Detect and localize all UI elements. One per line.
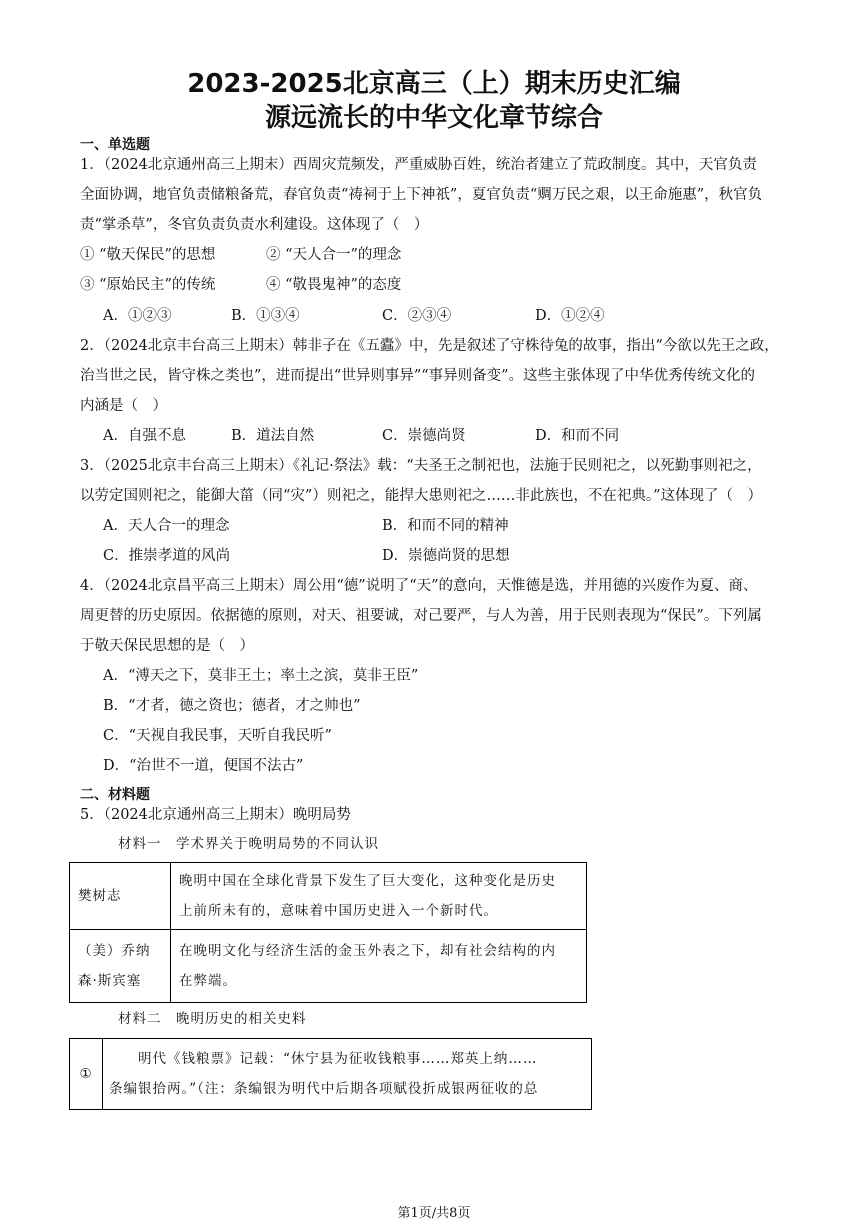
question-1-option-d: D．①②④ — [535, 308, 605, 324]
question-1-line: 责“掌杀草”，冬官负责负责水利建设。这体现了（ ） — [80, 217, 429, 233]
view-text-line: 在晚明文化与经济生活的金玉外表之下，却有社会结构的内 — [179, 943, 556, 959]
question-2-option-a: A．自强不息 — [103, 428, 186, 444]
question-1-item: ④ “敬畏鬼神”的态度 — [266, 277, 402, 293]
page-title-line-2: 源远流长的中华文化章节综合 — [264, 103, 603, 133]
page-title-line-1: 2023-2025北京高三（上）期末历史汇编 — [187, 69, 681, 99]
question-1-item: ③ “原始民主”的传统 — [80, 277, 216, 293]
question-2-line: 2．（2024北京丰台高三上期末）韩非子在《五蠹》中，先是叙述了守株待兔的故事，指出“今欲以先王之政， — [80, 338, 779, 354]
question-3-line: 以劳定国则祀之，能御大菑（同“灾”）则祀之，能捍大患则祀之……非此族也，不在祀典。”这体现了（ ） — [80, 488, 762, 504]
question-3-option-a: A．天人合一的理念 — [103, 518, 230, 534]
source-text-line: 明代《钱粮票》记载：“休宁县为征收钱粮事……郑英上纳…… — [109, 1051, 538, 1067]
author-name-line: （美）乔纳 — [78, 943, 151, 959]
question-5-stem: 5．（2024北京通州高三上期末）晚明局势 — [80, 807, 351, 823]
material-2-caption: 材料二 晚明历史的相关史料 — [118, 1011, 307, 1027]
table-row — [70, 863, 587, 930]
question-4-option-d: D．“治世不一道，便国不法古” — [103, 758, 304, 774]
source-text-line: 条编银拾两。”（注：条编银为明代中后期各项赋役折成银两征收的总 — [109, 1081, 539, 1097]
table-cell-author — [70, 930, 171, 1003]
table-cell-number — [70, 1039, 103, 1110]
question-1-item: ① “敬天保民”的思想 — [80, 247, 216, 263]
question-2-line: 治当世之民，皆守株之类也”，进而提出“世异则事异”“事异则备变”。这些主张体现了中华优秀传统文化的 — [80, 368, 756, 384]
question-3-line: 3．（2025北京丰台高三上期末）《礼记·祭法》载：“夫圣王之制祀也，法施于民则祀之，以死勤事则祀之， — [80, 458, 762, 474]
question-4-option-b: B．“才者，德之资也；德者，才之帅也” — [103, 698, 361, 714]
table-cell-source — [103, 1039, 592, 1110]
question-3-option-c: C．推崇孝道的风尚 — [103, 548, 231, 564]
question-3-option-b: B．和而不同的精神 — [382, 518, 509, 534]
question-4-option-a: A．“溥天之下，莫非王土；率土之滨，莫非王臣” — [103, 668, 419, 684]
material-2-table — [69, 1038, 592, 1110]
author-name-line: 森·斯宾塞 — [78, 973, 142, 989]
table-row — [70, 930, 587, 1003]
question-1-option-c: C．②③④ — [382, 308, 452, 324]
question-1-line: 全面协调，地官负责储粮备荒，春官负责“祷祠于上下神祇”，夏官负责“赒万民之艰，以王命施惠”，秋官负 — [80, 187, 763, 203]
question-1-option-b: B．①③④ — [231, 308, 300, 324]
question-2-option-d: D．和而不同 — [535, 428, 620, 444]
question-2-option-b: B．道法自然 — [231, 428, 315, 444]
table-row — [70, 1039, 592, 1110]
section-heading-material: 二、材料题 — [80, 787, 150, 803]
table-cell-view — [171, 863, 587, 930]
question-1-item: ② “天人合一”的理念 — [266, 247, 402, 263]
question-4-line: 周更替的历史原因。依据德的原则，对天、祖要诚，对己要严，与人为善，用于民则表现为“保民”。下列属 — [80, 608, 762, 624]
view-text-line: 上前所未有的，意味着中国历史进入一个新时代。 — [179, 903, 498, 919]
page-footer: 第1页/共8页 — [397, 1206, 471, 1221]
question-2-line: 内涵是（ ） — [80, 398, 167, 414]
material-1-caption: 材料一 学术界关于晚明局势的不同认识 — [118, 836, 379, 852]
source-number: ① — [79, 1066, 93, 1082]
view-text-line: 在弊端。 — [179, 973, 237, 989]
author-name: 樊树志 — [78, 888, 122, 904]
question-1-line: 1．（2024北京通州高三上期末）西周灾荒频发，严重威胁百姓，统治者建立了荒政制度。其中，天官负责 — [80, 157, 757, 173]
question-4-line: 于敬天保民思想的是（ ） — [80, 638, 254, 654]
section-heading-single-choice: 一、单选题 — [80, 137, 150, 153]
question-4-line: 4．（2024北京昌平高三上期末）周公用“德”说明了“天”的意向，天惟德是选，并用德的兴废作为夏、商、 — [80, 578, 758, 594]
question-2-option-c: C．崇德尚贤 — [382, 428, 466, 444]
table-cell-view — [171, 930, 587, 1003]
view-text-line: 晚明中国在全球化背景下发生了巨大变化，这种变化是历史 — [179, 873, 556, 889]
table-cell-author — [70, 863, 171, 930]
question-1-option-a: A．①②③ — [103, 308, 172, 324]
question-3-option-d: D．崇德尚贤的思想 — [382, 548, 510, 564]
question-4-option-c: C．“天视自我民事，天听自我民听” — [103, 728, 332, 744]
material-1-table — [69, 862, 587, 1003]
